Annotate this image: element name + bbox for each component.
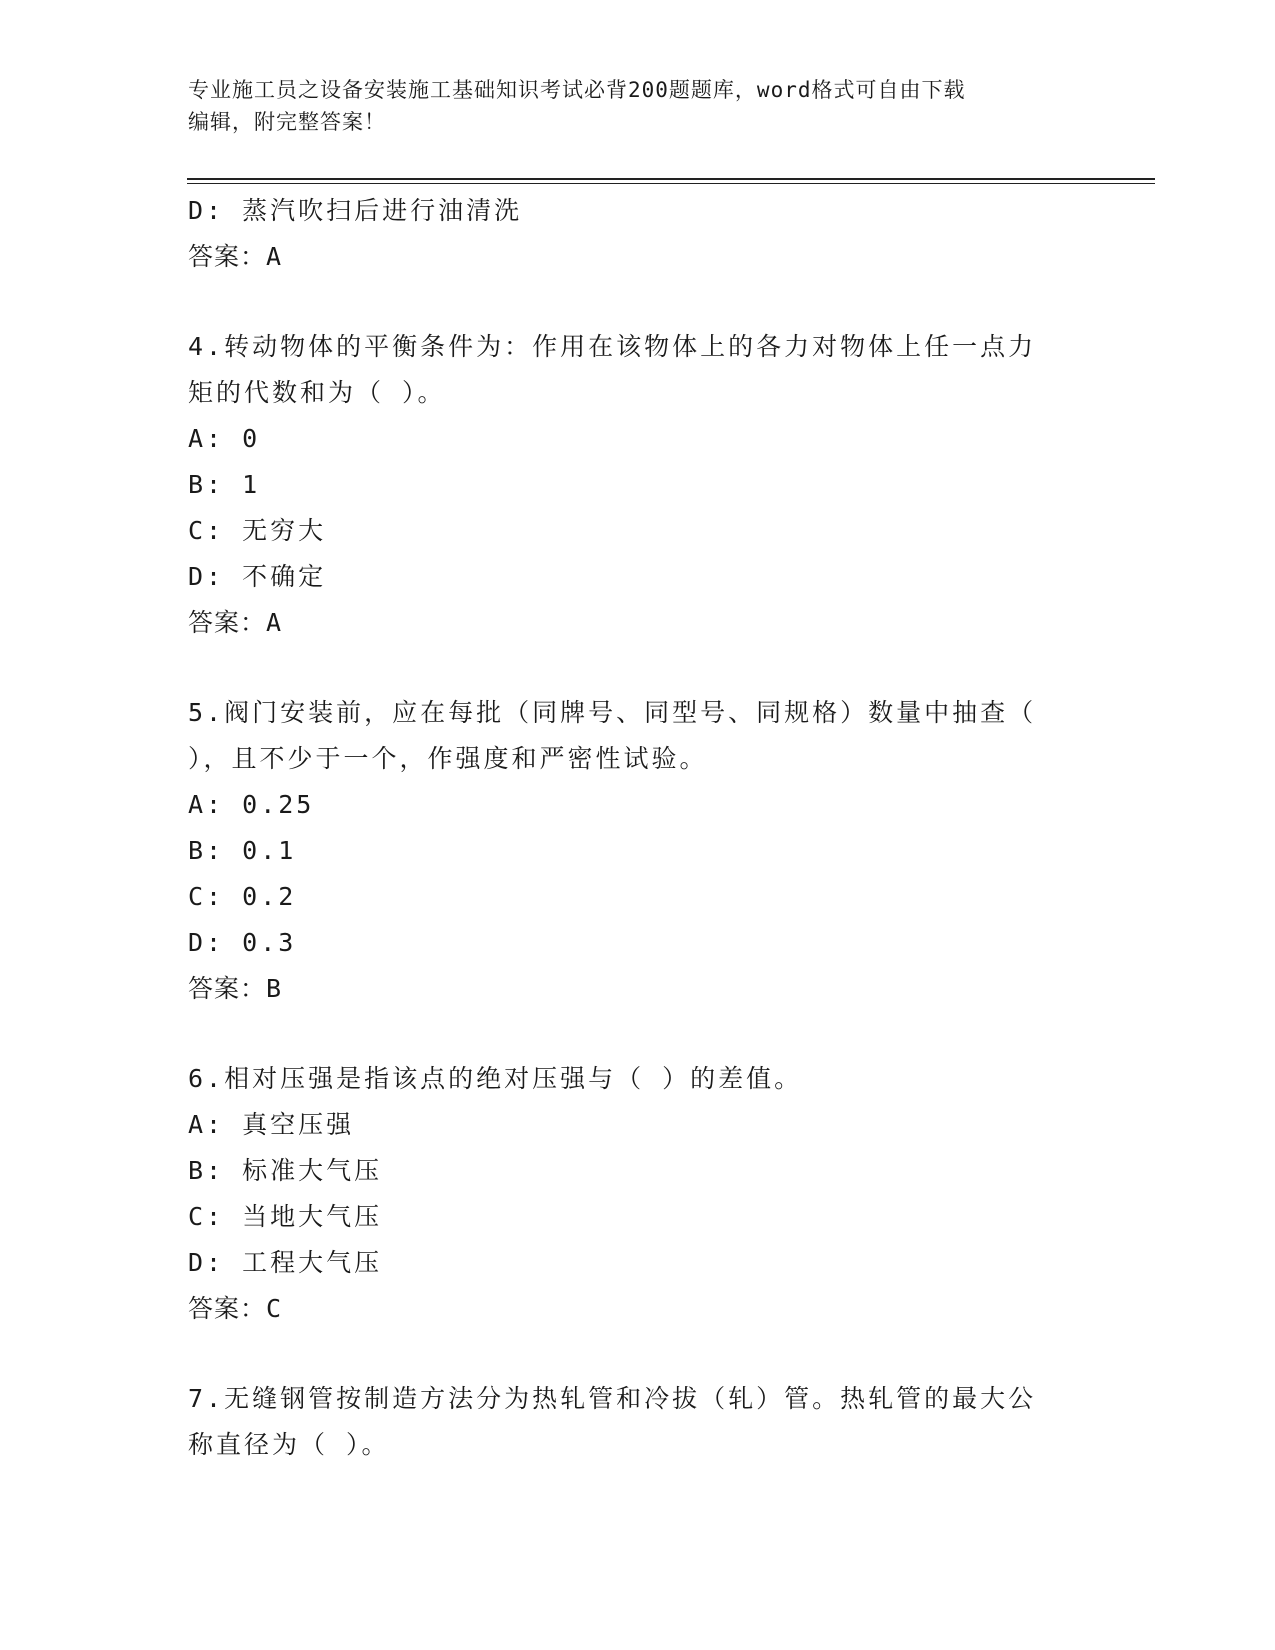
header-line-1: 专业施工员之设备安装施工基础知识考试必背200题题库，word格式可自由下载 bbox=[188, 78, 966, 102]
answer: 答案：C bbox=[188, 1294, 283, 1323]
option-d: D: 工程大气压 bbox=[188, 1248, 383, 1277]
question-4 bbox=[188, 324, 1088, 646]
option-d: D: 不确定 bbox=[188, 562, 327, 591]
question-text: 6.相对压强是指该点的绝对压强与（ ）的差值。 bbox=[188, 1064, 803, 1093]
option-b: B: 0.1 bbox=[188, 836, 297, 865]
question-7 bbox=[188, 1376, 1088, 1468]
header-divider-thin bbox=[187, 183, 1155, 184]
option-c: C: 0.2 bbox=[188, 882, 297, 911]
prev-answer: 答案：A bbox=[188, 242, 283, 271]
option-b: B: 1 bbox=[188, 470, 261, 499]
option-a: A: 真空压强 bbox=[188, 1110, 355, 1139]
question-text-cont: 矩的代数和为（ ）。 bbox=[188, 378, 446, 407]
prev-option-d: D: 蒸汽吹扫后进行油清洗 bbox=[188, 196, 523, 225]
question-text-cont: ），且不少于一个，作强度和严密性试验。 bbox=[188, 744, 708, 773]
document-header bbox=[188, 74, 1068, 138]
option-a: A: 0 bbox=[188, 424, 261, 453]
question-text: 4.转动物体的平衡条件为：作用在该物体上的各力对物体上任一点力 bbox=[188, 332, 1037, 361]
option-b: B: 标准大气压 bbox=[188, 1156, 383, 1185]
question-text: 5.阀门安装前，应在每批（同牌号、同型号、同规格）数量中抽查（ bbox=[188, 698, 1037, 727]
question-6 bbox=[188, 1056, 1088, 1332]
option-d: D: 0.3 bbox=[188, 928, 297, 957]
question-text: 7.无缝钢管按制造方法分为热轧管和冷拔（轧）管。热轧管的最大公 bbox=[188, 1384, 1037, 1413]
answer: 答案：A bbox=[188, 608, 283, 637]
header-line-2: 编辑，附完整答案！ bbox=[188, 110, 386, 134]
option-a: A: 0.25 bbox=[188, 790, 315, 819]
answer: 答案：B bbox=[188, 974, 283, 1003]
option-c: C: 当地大气压 bbox=[188, 1202, 383, 1231]
header-divider-thick bbox=[187, 178, 1155, 180]
question-5 bbox=[188, 690, 1088, 1012]
option-c: C: 无穷大 bbox=[188, 516, 327, 545]
question-text-cont: 称直径为（ ）。 bbox=[188, 1430, 390, 1459]
question-list bbox=[188, 188, 1088, 1468]
